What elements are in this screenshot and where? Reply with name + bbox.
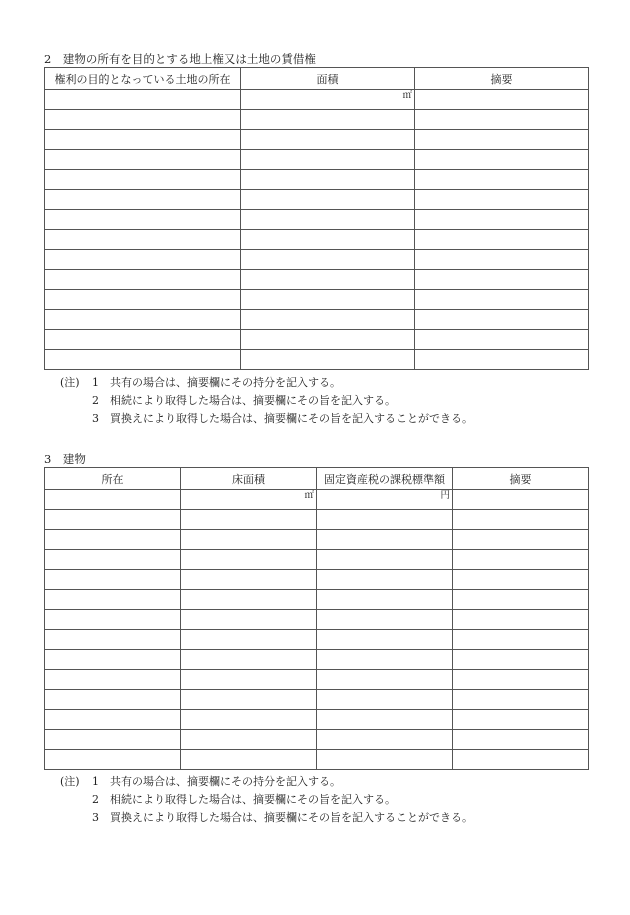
table-cell[interactable] bbox=[45, 570, 181, 590]
note-number: 1 bbox=[92, 775, 99, 788]
header-land-location: 権利の目的となっている土地の所在 bbox=[45, 68, 241, 90]
table-cell[interactable] bbox=[453, 510, 589, 530]
table-cell[interactable] bbox=[317, 670, 453, 690]
table-cell[interactable] bbox=[453, 650, 589, 670]
table-cell[interactable] bbox=[415, 90, 589, 110]
table-cell[interactable] bbox=[45, 150, 241, 170]
table-cell[interactable] bbox=[45, 710, 181, 730]
table-row bbox=[45, 350, 589, 370]
table-cell[interactable] bbox=[317, 690, 453, 710]
table-cell[interactable] bbox=[415, 350, 589, 370]
table-cell[interactable] bbox=[45, 670, 181, 690]
table-cell[interactable] bbox=[453, 630, 589, 650]
note-item bbox=[60, 392, 473, 410]
table-cell[interactable] bbox=[45, 110, 241, 130]
table-row bbox=[45, 310, 589, 330]
table-cell[interactable] bbox=[453, 590, 589, 610]
table-cell[interactable] bbox=[181, 750, 317, 770]
section3-title: 3 建物 bbox=[44, 452, 86, 466]
note-text: 買換えにより取得した場合は、摘要欄にその旨を記入することができる。 bbox=[110, 412, 473, 425]
land-rights-table bbox=[44, 67, 589, 370]
header-remarks: 摘要 bbox=[415, 68, 589, 90]
table-row bbox=[45, 650, 589, 670]
table-cell[interactable] bbox=[317, 710, 453, 730]
table-cell[interactable] bbox=[317, 570, 453, 590]
note-prefix: (注) bbox=[60, 775, 80, 788]
table-row bbox=[45, 90, 589, 110]
table-cell[interactable] bbox=[45, 650, 181, 670]
table-row bbox=[45, 690, 589, 710]
building-table bbox=[44, 467, 589, 770]
table-cell[interactable] bbox=[415, 230, 589, 250]
table-cell[interactable] bbox=[415, 150, 589, 170]
table-cell[interactable] bbox=[181, 650, 317, 670]
table-cell[interactable] bbox=[181, 570, 317, 590]
table-cell[interactable] bbox=[241, 350, 415, 370]
table-cell[interactable] bbox=[415, 170, 589, 190]
table-cell[interactable] bbox=[241, 230, 415, 250]
table-cell[interactable] bbox=[241, 110, 415, 130]
table-cell[interactable] bbox=[45, 170, 241, 190]
table-cell[interactable] bbox=[45, 730, 181, 750]
section3-notes bbox=[60, 773, 473, 827]
table-cell[interactable] bbox=[241, 290, 415, 310]
table-cell[interactable] bbox=[45, 530, 181, 550]
table-cell[interactable] bbox=[45, 750, 181, 770]
table-row bbox=[45, 590, 589, 610]
table-cell[interactable] bbox=[181, 610, 317, 630]
table-row bbox=[45, 710, 589, 730]
table-cell[interactable] bbox=[241, 90, 415, 110]
note-text: 共有の場合は、摘要欄にその持分を記入する。 bbox=[110, 376, 341, 389]
section2-title: 2 建物の所有を目的とする地上権又は土地の賃借権 bbox=[44, 52, 316, 66]
table-row bbox=[45, 290, 589, 310]
table-cell[interactable] bbox=[45, 590, 181, 610]
table-cell[interactable] bbox=[453, 550, 589, 570]
table-cell[interactable] bbox=[241, 170, 415, 190]
table-cell[interactable] bbox=[241, 310, 415, 330]
unit-square-meter: ㎡ bbox=[304, 490, 314, 501]
section2-notes bbox=[60, 374, 473, 428]
table-cell[interactable] bbox=[181, 670, 317, 690]
unit-square-meter: ㎡ bbox=[402, 90, 412, 101]
table-cell[interactable] bbox=[317, 750, 453, 770]
table-cell[interactable] bbox=[45, 550, 181, 570]
note-item bbox=[60, 809, 473, 827]
note-text: 相続により取得した場合は、摘要欄にその旨を記入する。 bbox=[110, 793, 396, 806]
table-cell[interactable] bbox=[453, 570, 589, 590]
table-cell[interactable] bbox=[45, 130, 241, 150]
table-cell[interactable] bbox=[415, 130, 589, 150]
table-cell[interactable] bbox=[453, 490, 589, 510]
table-row bbox=[45, 570, 589, 590]
table-row bbox=[45, 750, 589, 770]
table-row bbox=[45, 270, 589, 290]
table-cell[interactable] bbox=[453, 530, 589, 550]
table-cell[interactable] bbox=[45, 350, 241, 370]
header-tax-base: 固定資産税の課税標準額 bbox=[317, 468, 453, 490]
table-cell[interactable] bbox=[415, 330, 589, 350]
table-cell[interactable] bbox=[317, 590, 453, 610]
table-cell[interactable] bbox=[181, 730, 317, 750]
table-cell[interactable] bbox=[317, 730, 453, 750]
table-cell[interactable] bbox=[453, 710, 589, 730]
note-number: 3 bbox=[92, 811, 99, 824]
table-row bbox=[45, 190, 589, 210]
table-cell[interactable] bbox=[317, 550, 453, 570]
unit-yen: 円 bbox=[440, 490, 450, 501]
table-cell[interactable] bbox=[45, 490, 181, 510]
table-cell[interactable] bbox=[181, 630, 317, 650]
table-cell[interactable] bbox=[181, 490, 317, 510]
table-cell[interactable] bbox=[453, 690, 589, 710]
table-cell[interactable] bbox=[415, 270, 589, 290]
table-cell[interactable] bbox=[45, 190, 241, 210]
table-row bbox=[45, 230, 589, 250]
table-cell[interactable] bbox=[317, 490, 453, 510]
table-cell[interactable] bbox=[241, 210, 415, 230]
table-cell[interactable] bbox=[453, 670, 589, 690]
table-row bbox=[45, 630, 589, 650]
note-item bbox=[60, 791, 473, 809]
table-cell[interactable] bbox=[241, 130, 415, 150]
table-cell[interactable] bbox=[415, 190, 589, 210]
table-cell[interactable] bbox=[317, 510, 453, 530]
table-cell[interactable] bbox=[415, 310, 589, 330]
table-cell[interactable] bbox=[415, 210, 589, 230]
table-cell[interactable] bbox=[415, 110, 589, 130]
header-floor-area: 床面積 bbox=[181, 468, 317, 490]
note-text: 買換えにより取得した場合は、摘要欄にその旨を記入することができる。 bbox=[110, 811, 473, 824]
table-cell[interactable] bbox=[317, 630, 453, 650]
note-number: 2 bbox=[92, 394, 99, 407]
table-cell[interactable] bbox=[241, 330, 415, 350]
note-item bbox=[60, 374, 473, 392]
table-cell[interactable] bbox=[181, 530, 317, 550]
table-cell[interactable] bbox=[45, 610, 181, 630]
note-number: 2 bbox=[92, 793, 99, 806]
table-row bbox=[45, 330, 589, 350]
table-cell[interactable] bbox=[181, 550, 317, 570]
table-cell[interactable] bbox=[453, 730, 589, 750]
header-remarks: 摘要 bbox=[453, 468, 589, 490]
table-cell[interactable] bbox=[415, 250, 589, 270]
table-row bbox=[45, 730, 589, 750]
table-cell[interactable] bbox=[181, 590, 317, 610]
note-number: 1 bbox=[92, 376, 99, 389]
table-cell[interactable] bbox=[241, 150, 415, 170]
note-text: 相続により取得した場合は、摘要欄にその旨を記入する。 bbox=[110, 394, 396, 407]
table-cell[interactable] bbox=[181, 510, 317, 530]
table-cell[interactable] bbox=[45, 330, 241, 350]
table-cell[interactable] bbox=[241, 250, 415, 270]
table-cell[interactable] bbox=[45, 310, 241, 330]
table-cell[interactable] bbox=[453, 610, 589, 630]
table-row bbox=[45, 110, 589, 130]
table-cell[interactable] bbox=[241, 190, 415, 210]
table-cell[interactable] bbox=[453, 750, 589, 770]
note-item bbox=[60, 773, 473, 791]
table-cell[interactable] bbox=[181, 690, 317, 710]
table-cell[interactable] bbox=[45, 210, 241, 230]
table-row bbox=[45, 510, 589, 530]
table-cell[interactable] bbox=[45, 270, 241, 290]
table-cell[interactable] bbox=[45, 250, 241, 270]
table-row bbox=[45, 530, 589, 550]
note-item bbox=[60, 410, 473, 428]
table-row bbox=[45, 670, 589, 690]
table-row bbox=[45, 250, 589, 270]
table-cell[interactable] bbox=[45, 690, 181, 710]
table-cell[interactable] bbox=[45, 630, 181, 650]
table-row bbox=[45, 610, 589, 630]
note-text: 共有の場合は、摘要欄にその持分を記入する。 bbox=[110, 775, 341, 788]
table-cell[interactable] bbox=[45, 90, 241, 110]
table-cell[interactable] bbox=[241, 270, 415, 290]
table-cell[interactable] bbox=[415, 290, 589, 310]
note-prefix: (注) bbox=[60, 376, 80, 389]
table-cell[interactable] bbox=[317, 650, 453, 670]
header-location: 所在 bbox=[45, 468, 181, 490]
table-cell[interactable] bbox=[317, 610, 453, 630]
table-row bbox=[45, 170, 589, 190]
note-number: 3 bbox=[92, 412, 99, 425]
table-cell[interactable] bbox=[45, 290, 241, 310]
table-row bbox=[45, 150, 589, 170]
table-cell[interactable] bbox=[317, 530, 453, 550]
table-cell[interactable] bbox=[181, 710, 317, 730]
table-header-row bbox=[45, 68, 589, 90]
table-row bbox=[45, 210, 589, 230]
table-header-row bbox=[45, 468, 589, 490]
table-cell[interactable] bbox=[45, 230, 241, 250]
table-row bbox=[45, 130, 589, 150]
table-cell[interactable] bbox=[45, 510, 181, 530]
header-area: 面積 bbox=[241, 68, 415, 90]
table-row bbox=[45, 550, 589, 570]
table-row bbox=[45, 490, 589, 510]
